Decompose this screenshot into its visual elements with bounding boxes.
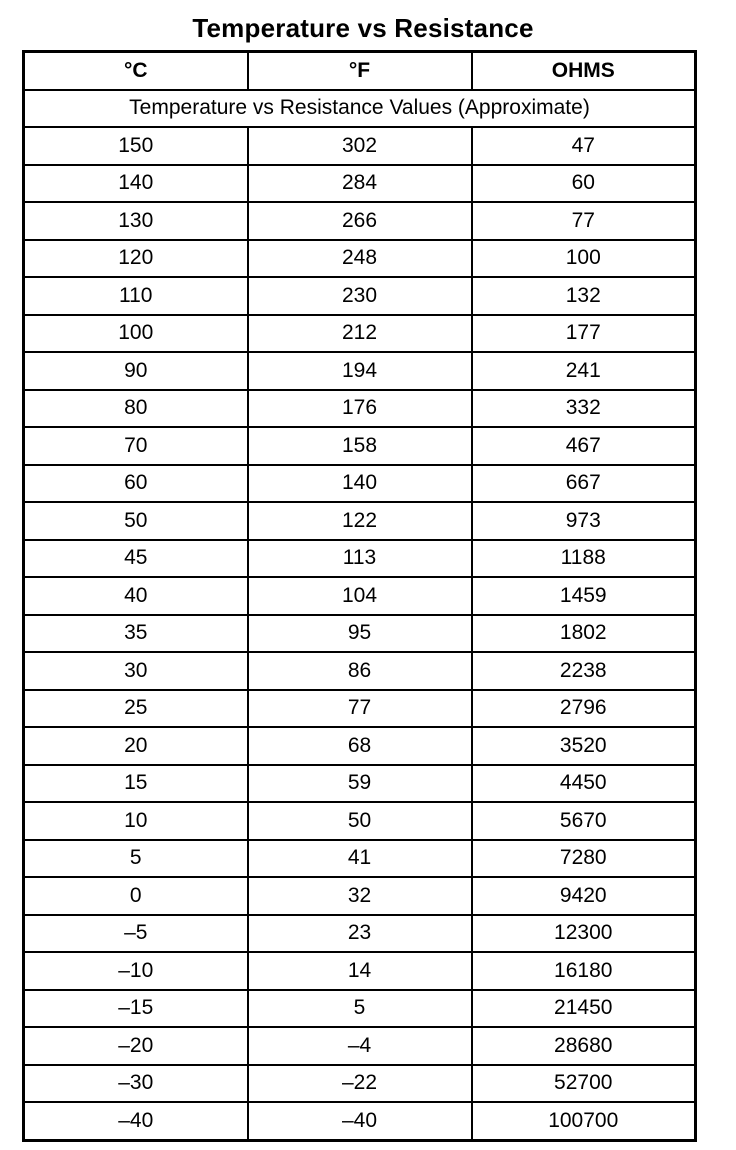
cell-fahrenheit: 113 <box>248 540 472 578</box>
cell-celsius: 15 <box>24 765 248 803</box>
cell-ohms: 100 <box>472 240 696 278</box>
cell-ohms: 60 <box>472 165 696 203</box>
table-row <box>24 802 696 840</box>
table-row <box>24 390 696 428</box>
table-row <box>24 540 696 578</box>
header-celsius: °C <box>24 52 248 90</box>
cell-fahrenheit: 50 <box>248 802 472 840</box>
cell-celsius: 150 <box>24 127 248 165</box>
cell-fahrenheit: 104 <box>248 577 472 615</box>
cell-celsius: 5 <box>24 840 248 878</box>
cell-ohms: 7280 <box>472 840 696 878</box>
cell-fahrenheit: 41 <box>248 840 472 878</box>
cell-celsius: –20 <box>24 1027 248 1065</box>
header-ohms: OHMS <box>472 52 696 90</box>
cell-celsius: 120 <box>24 240 248 278</box>
cell-celsius: 25 <box>24 690 248 728</box>
cell-fahrenheit: 77 <box>248 690 472 728</box>
cell-ohms: 16180 <box>472 952 696 990</box>
table-row <box>24 615 696 653</box>
cell-celsius: 10 <box>24 802 248 840</box>
cell-fahrenheit: 122 <box>248 502 472 540</box>
table-row <box>24 877 696 915</box>
subheader-row <box>24 90 696 128</box>
cell-fahrenheit: –22 <box>248 1065 472 1103</box>
cell-celsius: 70 <box>24 427 248 465</box>
table-row <box>24 352 696 390</box>
table-row <box>24 127 696 165</box>
cell-ohms: 467 <box>472 427 696 465</box>
cell-celsius: 110 <box>24 277 248 315</box>
cell-fahrenheit: –40 <box>248 1102 472 1140</box>
cell-fahrenheit: 14 <box>248 952 472 990</box>
table-row <box>24 1065 696 1103</box>
table-subheader: Temperature vs Resistance Values (Approximate) <box>24 90 696 128</box>
page-title: Temperature vs Resistance <box>192 13 534 43</box>
cell-ohms: 2238 <box>472 652 696 690</box>
cell-celsius: 50 <box>24 502 248 540</box>
header-row <box>24 52 696 90</box>
table-row <box>24 840 696 878</box>
cell-celsius: 40 <box>24 577 248 615</box>
cell-fahrenheit: 212 <box>248 315 472 353</box>
cell-celsius: 20 <box>24 727 248 765</box>
cell-ohms: 47 <box>472 127 696 165</box>
cell-fahrenheit: 266 <box>248 202 472 240</box>
cell-celsius: –30 <box>24 1065 248 1103</box>
cell-fahrenheit: 248 <box>248 240 472 278</box>
cell-ohms: 4450 <box>472 765 696 803</box>
cell-ohms: 28680 <box>472 1027 696 1065</box>
cell-ohms: 241 <box>472 352 696 390</box>
cell-celsius: –10 <box>24 952 248 990</box>
cell-fahrenheit: 68 <box>248 727 472 765</box>
table-row <box>24 427 696 465</box>
cell-celsius: 80 <box>24 390 248 428</box>
cell-ohms: 77 <box>472 202 696 240</box>
cell-fahrenheit: 302 <box>248 127 472 165</box>
cell-ohms: 2796 <box>472 690 696 728</box>
cell-ohms: 12300 <box>472 915 696 953</box>
table-row <box>24 915 696 953</box>
table-row <box>24 465 696 503</box>
cell-fahrenheit: 230 <box>248 277 472 315</box>
cell-fahrenheit: 32 <box>248 877 472 915</box>
cell-fahrenheit: 59 <box>248 765 472 803</box>
cell-fahrenheit: 158 <box>248 427 472 465</box>
cell-ohms: 21450 <box>472 990 696 1028</box>
table-row <box>24 577 696 615</box>
cell-fahrenheit: 140 <box>248 465 472 503</box>
cell-celsius: 100 <box>24 315 248 353</box>
cell-fahrenheit: 194 <box>248 352 472 390</box>
cell-celsius: 60 <box>24 465 248 503</box>
cell-ohms: 5670 <box>472 802 696 840</box>
table-row <box>24 690 696 728</box>
table-row <box>24 990 696 1028</box>
temperature-resistance-table <box>22 50 697 1142</box>
cell-ohms: 177 <box>472 315 696 353</box>
cell-ohms: 1459 <box>472 577 696 615</box>
cell-ohms: 973 <box>472 502 696 540</box>
cell-fahrenheit: –4 <box>248 1027 472 1065</box>
table-row <box>24 652 696 690</box>
cell-fahrenheit: 176 <box>248 390 472 428</box>
cell-ohms: 100700 <box>472 1102 696 1140</box>
cell-ohms: 1802 <box>472 615 696 653</box>
cell-ohms: 1188 <box>472 540 696 578</box>
cell-celsius: 30 <box>24 652 248 690</box>
header-fahrenheit: °F <box>248 52 472 90</box>
cell-ohms: 132 <box>472 277 696 315</box>
cell-celsius: 140 <box>24 165 248 203</box>
cell-celsius: 130 <box>24 202 248 240</box>
cell-celsius: 35 <box>24 615 248 653</box>
cell-celsius: –40 <box>24 1102 248 1140</box>
table-row <box>24 952 696 990</box>
cell-celsius: 0 <box>24 877 248 915</box>
table-row <box>24 727 696 765</box>
table-row <box>24 502 696 540</box>
cell-fahrenheit: 284 <box>248 165 472 203</box>
cell-celsius: –15 <box>24 990 248 1028</box>
table-row <box>24 165 696 203</box>
cell-ohms: 332 <box>472 390 696 428</box>
table-row <box>24 202 696 240</box>
cell-fahrenheit: 95 <box>248 615 472 653</box>
table-row <box>24 1102 696 1140</box>
cell-fahrenheit: 86 <box>248 652 472 690</box>
cell-celsius: 90 <box>24 352 248 390</box>
table-row <box>24 240 696 278</box>
cell-ohms: 52700 <box>472 1065 696 1103</box>
cell-ohms: 9420 <box>472 877 696 915</box>
table-row <box>24 277 696 315</box>
cell-ohms: 3520 <box>472 727 696 765</box>
table-row <box>24 1027 696 1065</box>
cell-fahrenheit: 5 <box>248 990 472 1028</box>
table-row <box>24 315 696 353</box>
table-row <box>24 765 696 803</box>
cell-celsius: –5 <box>24 915 248 953</box>
cell-ohms: 667 <box>472 465 696 503</box>
cell-celsius: 45 <box>24 540 248 578</box>
cell-fahrenheit: 23 <box>248 915 472 953</box>
